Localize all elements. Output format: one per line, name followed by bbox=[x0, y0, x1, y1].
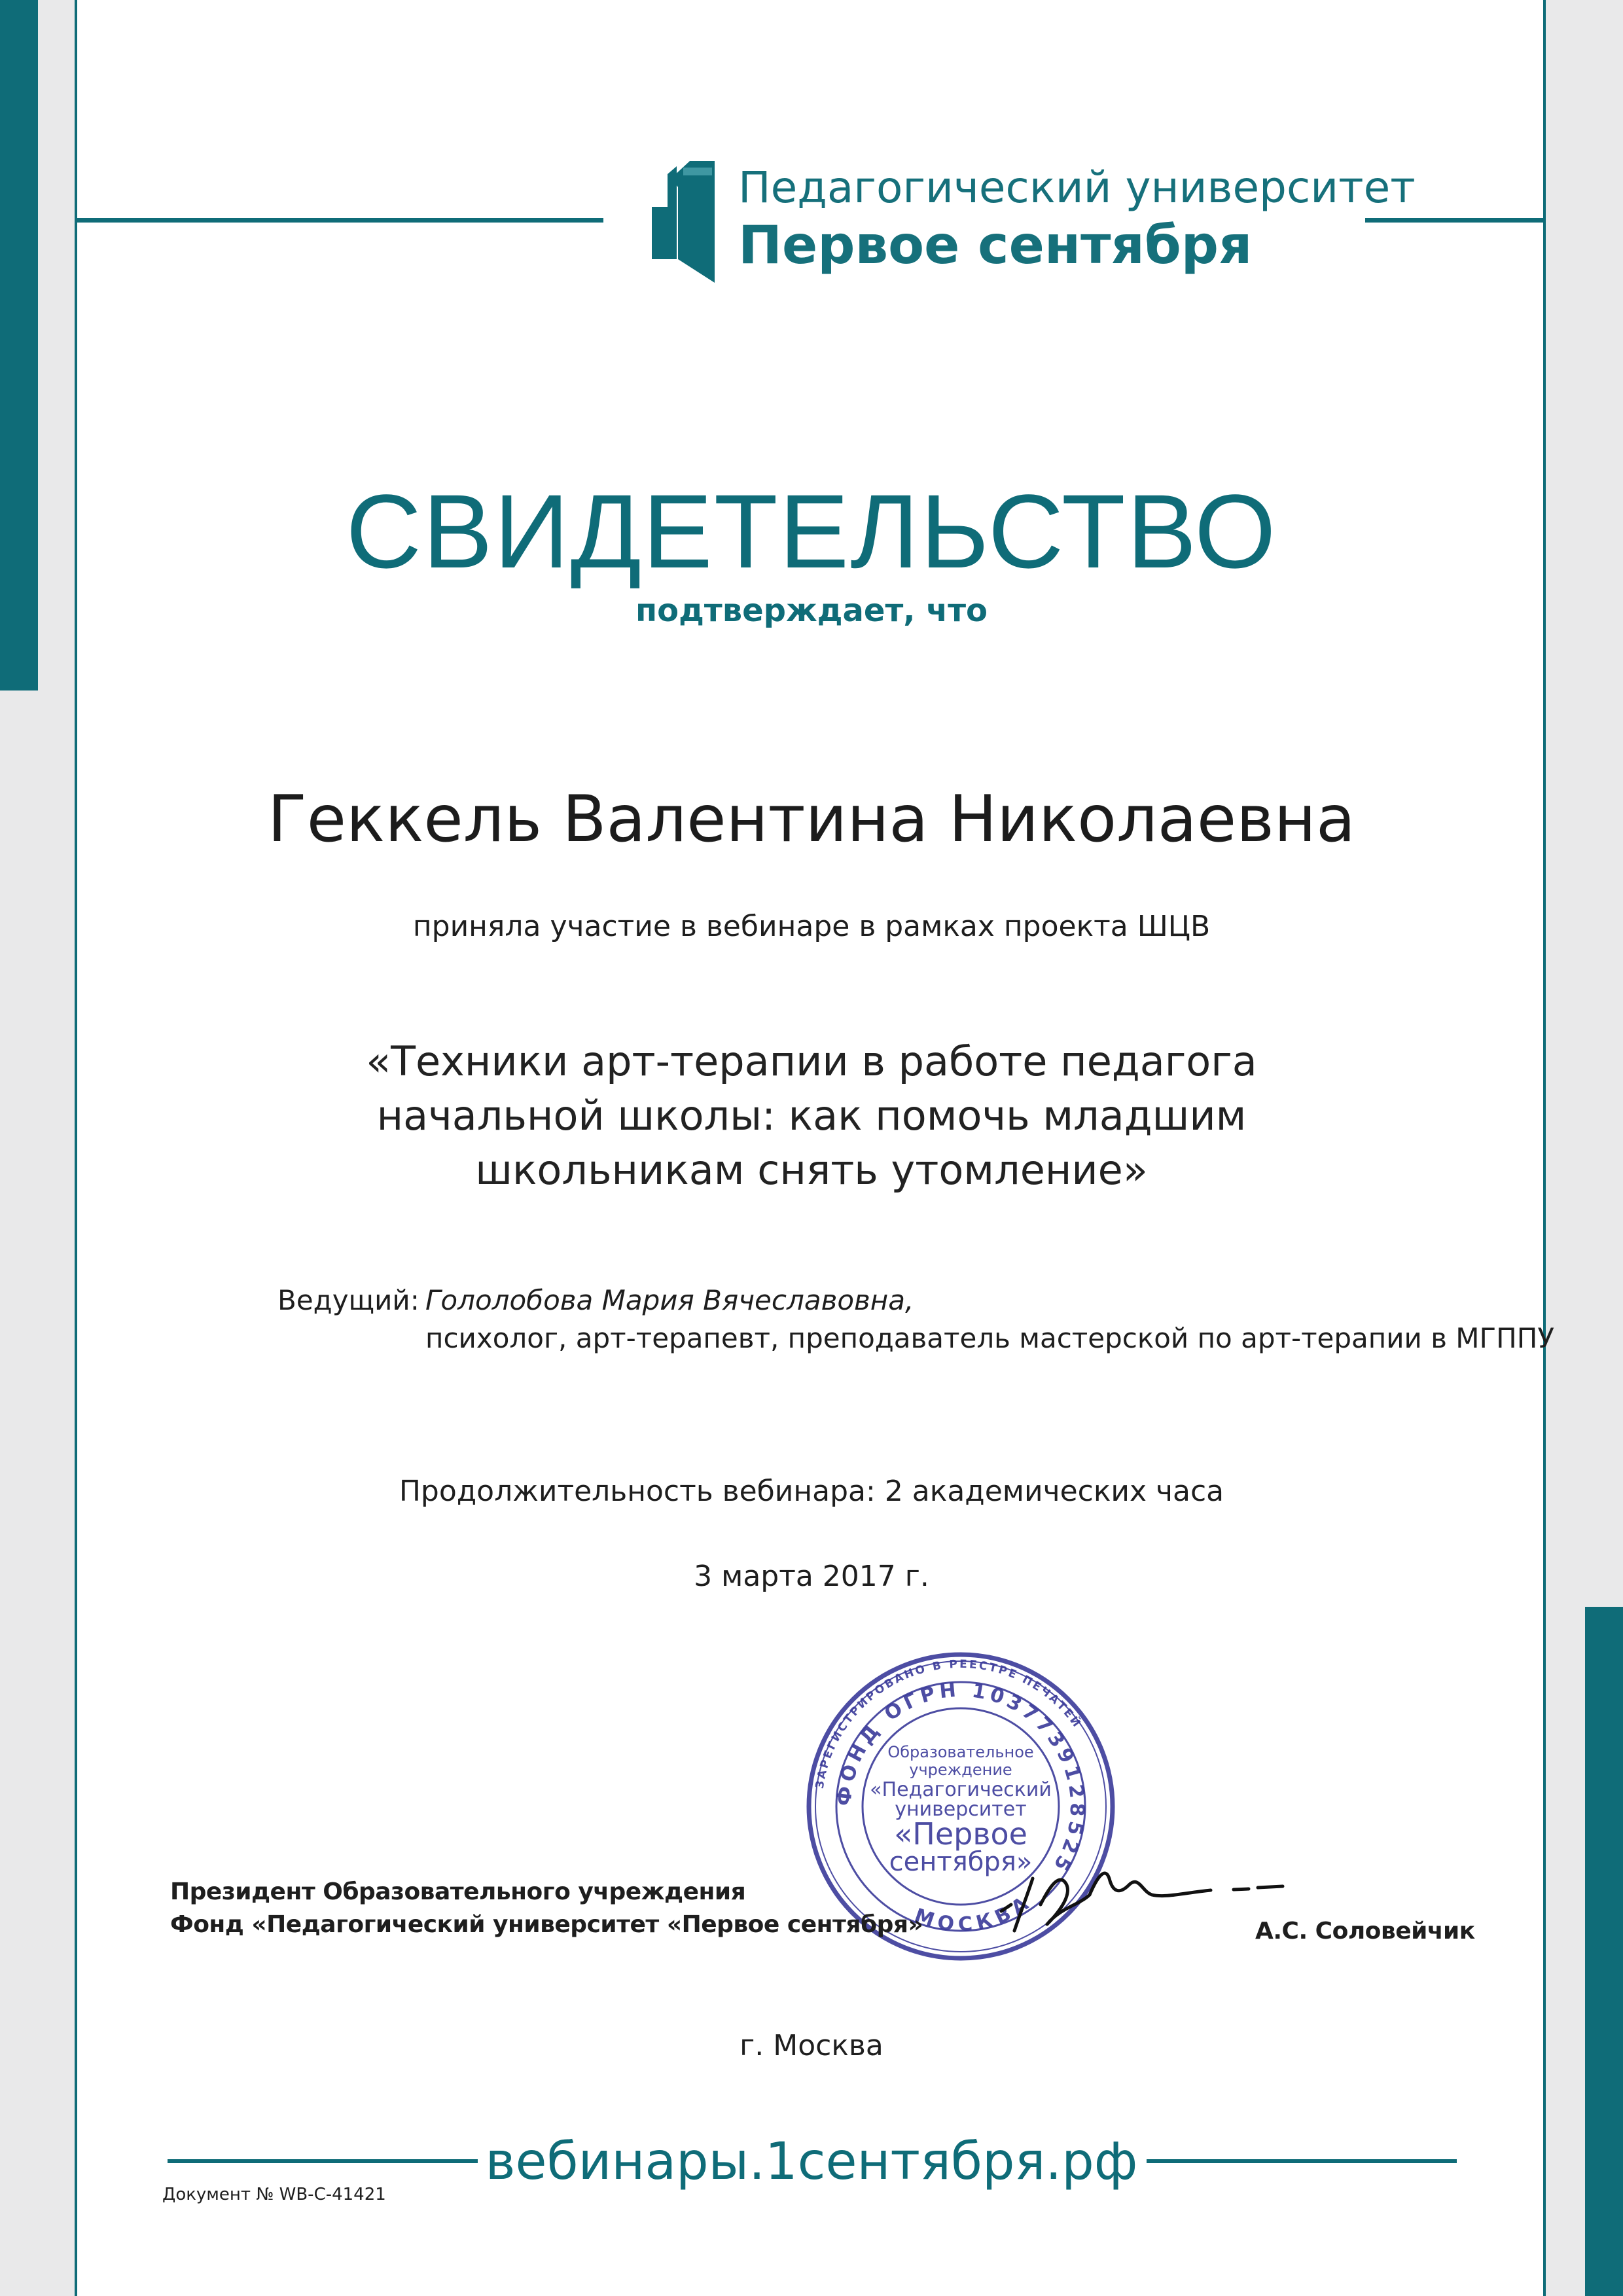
signatory-position-line-1: Президент Образовательного учреждения bbox=[170, 1878, 746, 1905]
webinar-topic-line-3: школьникам снять утомление» bbox=[475, 1146, 1148, 1194]
document-number: Документ № WB-C-41421 bbox=[162, 2185, 386, 2204]
webinar-topic-line-2: начальной школы: как помочь младшим bbox=[376, 1092, 1247, 1139]
stamp-city-text: МОСКВА bbox=[911, 1890, 1037, 1937]
stamp-center-line-4: университет bbox=[895, 1798, 1027, 1821]
lead-description: психолог, арт-терапевт, преподаватель мастерской по арт-терапии в МГППУ bbox=[425, 1322, 1554, 1354]
stamp-center-line-3: «Педагогический bbox=[870, 1778, 1052, 1801]
signatory-position-line-2: Фонд «Педагогический университет «Первое сентября» bbox=[170, 1911, 923, 1938]
logo-line-2: Первое сентября bbox=[738, 215, 1253, 276]
certificate-subtitle: подтверждает, что bbox=[635, 592, 988, 629]
issue-city: г. Москва bbox=[740, 2029, 883, 2062]
header-rule-left bbox=[77, 218, 603, 223]
header-rule-right bbox=[1365, 218, 1543, 223]
logo bbox=[652, 161, 717, 285]
lead-label: Ведущий: bbox=[277, 1284, 419, 1316]
certificate-title: СВИДЕТЕЛЬСТВО bbox=[346, 473, 1277, 590]
lead-name: Гололобова Мария Вячеславовна, bbox=[425, 1284, 914, 1316]
signatory-name: А.С. Соловейчик bbox=[1255, 1918, 1475, 1945]
webinar-topic-line-1: «Техники арт-терапии в работе педагога bbox=[366, 1037, 1257, 1085]
stamp-center-line-5: «Первое bbox=[894, 1816, 1027, 1852]
recipient-name: Геккель Валентина Николаевна bbox=[267, 782, 1356, 857]
right-accent-bar bbox=[1585, 1607, 1623, 2296]
stamp-center-line-1: Образовательное bbox=[887, 1743, 1034, 1761]
participation-text: приняла участие в вебинаре в рамках проекта ШЦВ bbox=[412, 910, 1211, 943]
logo-numeral-icon bbox=[652, 161, 717, 283]
webinar-duration: Продолжительность вебинара: 2 академических часа bbox=[399, 1475, 1224, 1508]
stamp-center-line-2: учреждение bbox=[909, 1761, 1012, 1779]
stamp-ogrn-text: ФОНД ОГРН 1037739128525 bbox=[832, 1678, 1089, 1878]
certificate-date: 3 марта 2017 г. bbox=[694, 1560, 929, 1593]
signature bbox=[975, 1833, 1315, 1966]
stamp-center-line-6: сентября» bbox=[889, 1847, 1033, 1877]
stamp-outer-text: ЗАРЕГИСТРИРОВАНО В РЕЕСТРЕ ПЕЧАТЕЙ bbox=[813, 1657, 1084, 1790]
website-link[interactable]: вебинары.1сентября.рф bbox=[485, 2132, 1138, 2191]
logo-line-1: Педагогический университет bbox=[738, 162, 1416, 213]
